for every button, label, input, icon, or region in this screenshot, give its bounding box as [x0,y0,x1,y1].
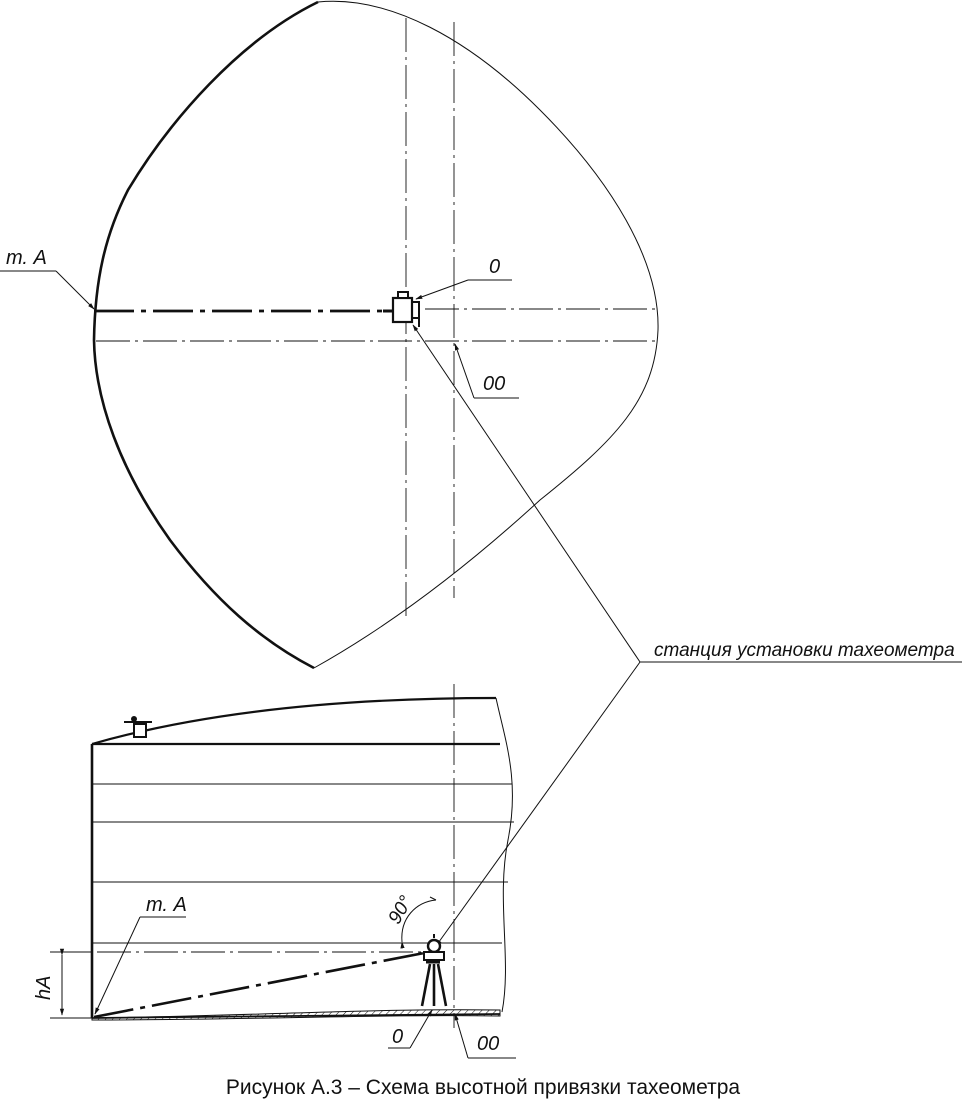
label-point-a-bottom: т. А [146,894,187,916]
label-point-o-top: 0 [489,256,501,278]
label-angle: 90° [384,892,418,928]
station-callout [413,325,962,946]
label-point-a-top: т. А [6,247,47,269]
label-station: станция установки тахеометра [654,640,955,661]
elevation-sightline [94,953,424,1017]
tachymeter-tripod-icon [422,934,446,1006]
label-axis-oo-top: 00 [483,373,506,395]
figure-caption: Рисунок А.3 – Схема высотной привязки тахеометра [225,1076,741,1099]
plan-instrument-icon [383,292,420,327]
label-axis-oo-bottom: 00 [477,1033,500,1055]
plan-outline-right [314,1,658,668]
tank-roof [92,698,496,744]
label-point-o-bottom: 0 [392,1026,404,1048]
label-height: hA [33,975,55,1000]
elevation-view [33,684,516,1058]
plan-outline-left [94,2,318,668]
plan-view [0,1,660,668]
